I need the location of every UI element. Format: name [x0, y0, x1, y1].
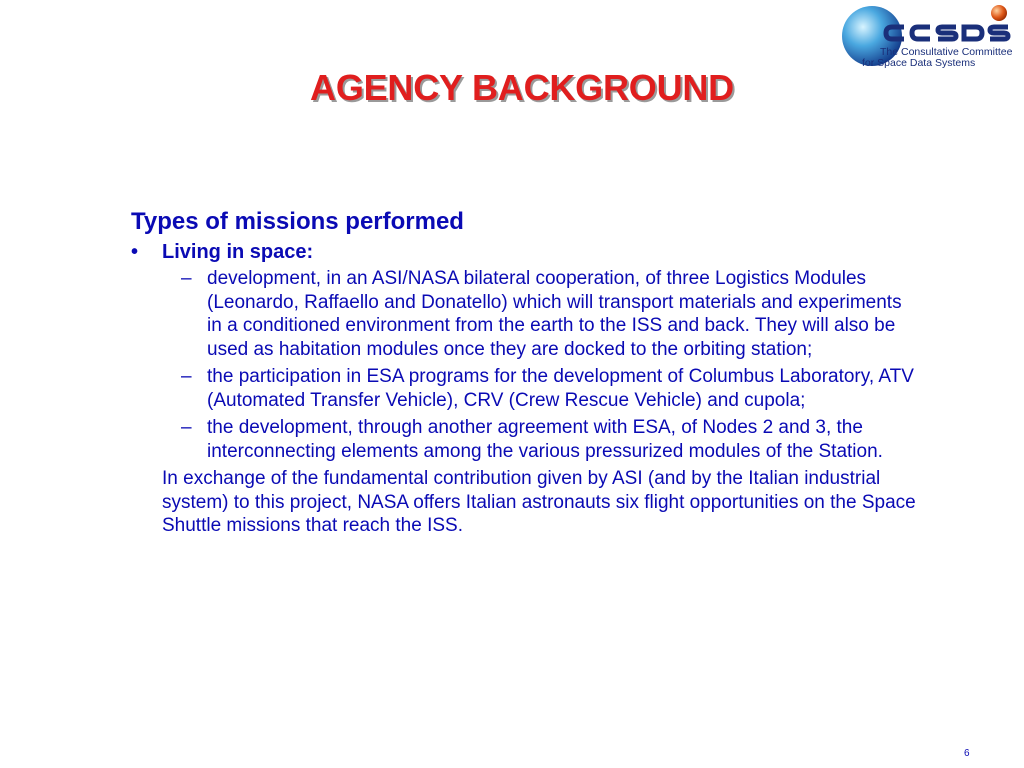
page-number: 6 — [964, 748, 970, 759]
sub-item — [131, 365, 921, 412]
bullet-item — [131, 240, 921, 264]
sub-item-list — [131, 267, 921, 463]
slide-title: AGENCY BACKGROUND — [310, 67, 734, 108]
sub-item-text: the development, through another agreement with ESA, of Nodes 2 and 3, the interconnecting elements among the various pressurized modules of the Station. — [207, 417, 883, 462]
closing-paragraph: In exchange of the fundamental contribution given by ASI (and by the Italian industrial system) to this project, NASA offers Italian astronauts six flight opportunities on the Space Shuttle missions that reach the ISS. — [162, 468, 916, 536]
sub-item — [131, 416, 921, 463]
bullet-icon: • — [131, 241, 139, 263]
section-heading: Types of missions performed — [131, 208, 464, 235]
ccsds-logo — [838, 0, 1024, 76]
logo-tagline-line2: for Space Data Systems — [862, 57, 976, 69]
sub-item-text: the participation in ESA programs for the development of Columbus Laboratory, ATV (Automated Transfer Vehicle), CRV (Crew Rescue Vehicle) and cupola; — [207, 366, 914, 411]
slide-body — [131, 207, 921, 557]
dash-icon: – — [181, 366, 192, 387]
ccsds-wordmark — [886, 27, 1008, 39]
planet-dot-icon — [991, 5, 1007, 21]
dash-icon: – — [181, 268, 192, 289]
logo-tagline-line1: The Consultative Committee — [880, 46, 1013, 58]
sub-item-text: development, in an ASI/NASA bilateral cooperation, of three Logistics Modules (Leonardo, Raffaello and Donatello) which will transport materials and experiments in a conditioned environment from the earth to the ISS and back. They will also be used as habitation modules once they are docked to the orbiting station; — [207, 268, 902, 360]
dash-icon: – — [181, 417, 192, 438]
bullet-label: Living in space: — [162, 241, 314, 263]
sub-item — [131, 267, 921, 361]
